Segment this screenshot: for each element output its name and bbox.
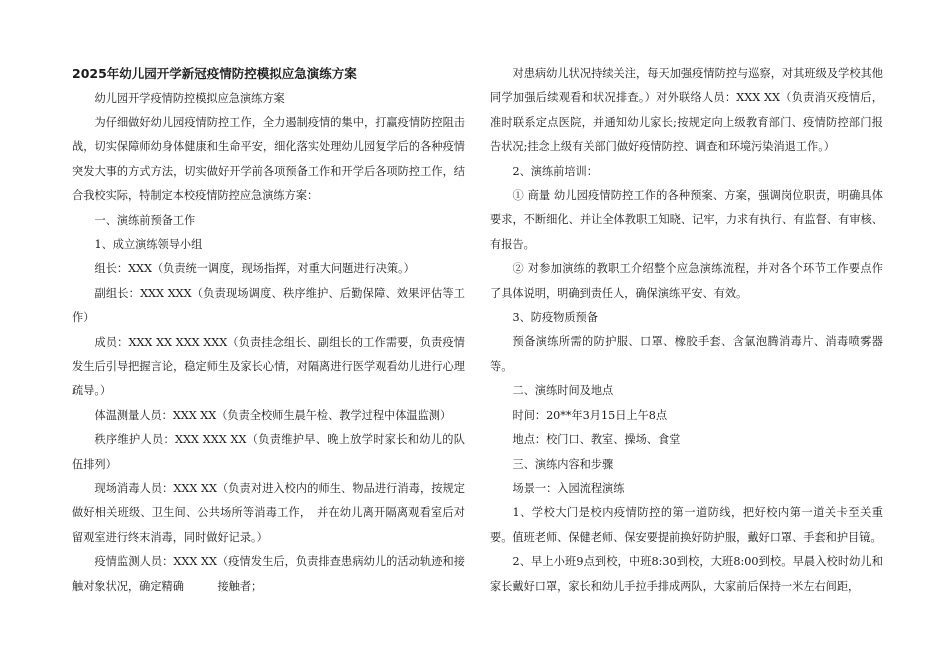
intro-paragraph: 为仔细做好幼儿园疫情防控工作，全力遏制疫情的集中，打赢疫情防控阻击战，切实保障师幼身体健康和生命平安，细化落实处理幼儿园复学后的各种疫情突发大事的方式方法，切实做好开学前各项预备工作和开学后各项防控工作，结合我校实际，特制定本校疫情防控应急演练方案：: [72, 115, 465, 203]
paragraph: 场景一：入园流程演练: [512, 481, 625, 495]
subtitle-paragraph: 幼儿园开学疫情防控模拟应急演练方案: [94, 91, 285, 105]
paragraph: 1、学校大门是校内疫情防控的第一道防线，把好校内第一道关卡至关重要。值班老师、保健老师、保安要提前换好防护服，戴好口罩、手套和护目镜。: [490, 506, 883, 544]
subsection-heading: 1、成立演练领导小组: [94, 237, 203, 251]
subsection-heading: 2、演练前培训：: [512, 164, 598, 178]
subsection-heading: 3、防疫物质预备: [512, 311, 598, 325]
paragraph: ② 对参加演练的教职工介绍整个应急演练流程，并对各个环节工作要点作了具体说明，明确到责任人，确保演练平安、有效。: [490, 262, 883, 300]
paragraph: 2、早上小班9点到校，中班8:30到校，大班8:00到校。早晨入校时幼儿和家长戴好口罩，家长和幼儿手拉手排成两队，大家前后保持一米左右间距，: [490, 555, 883, 593]
paragraph: 时间：20**年3月15日上午8点: [512, 408, 668, 422]
section-heading: 三、演练内容和步骤: [512, 457, 614, 471]
section-heading: 二、演练时间及地点: [512, 384, 614, 398]
paragraph: ① 商量 幼儿园疫情防控工作的各种预案、方案，强调岗位职责，明确具体要求，不断细化、并让全体教职工知晓、记牢，力求有执行、有监督、有审核、有报告。: [490, 189, 883, 251]
paragraph: 副组长：XXX XXX（负责现场调度、秩序维护、后勤保障、效果评估等工作）: [72, 286, 465, 325]
paragraph: 预备演练所需的防护服、口罩、橡胶手套、含氯泡腾消毒片、消毒喷雾器等。: [490, 335, 883, 373]
paragraph: 体温测量人员：XXX XX（负责全校师生晨午检、教学过程中体温监测）: [94, 408, 452, 422]
paragraph: 组长：XXX（负责统一调度，现场指挥，对重大问题进行决策。）: [94, 262, 415, 276]
left-column: [72, 62, 465, 599]
paragraph: 地点：校门口、教室、操场、食堂: [512, 433, 681, 447]
right-column: [490, 62, 883, 599]
paragraph: 秩序维护人员：XXX XXX XX（负责维护早、晚上放学时家长和幼儿的队伍排列）: [72, 433, 465, 471]
paragraph: 现场消毒人员：XXX XX（负责对进入校内的师生、物品进行消毒，按规定做好相关班级、卫生间、公共场所等消毒工作， 并在幼儿离开隔离观看室后对留观室进行终末消毒，同时做好记录。）: [72, 482, 465, 544]
paragraph: 疫情监测人员：XXX XX（疫情发生后，负责排查患病幼儿的活动轨迹和接触对象状况，确定精确 接触者；: [72, 555, 465, 593]
paragraph: 对患病幼儿状况持续关注，每天加强疫情防控与巡察，对其班级及学校其他同学加强后续观看和状况排查。）对外联络人员：XXX XX（负责消灭疫情后，准时联系定点医院，并通知幼儿家长;按规定向上级教育部门、疫情防控部门报告状况;挂念上级有关部门做好疫情防控、调查和环境污染消退工作。）: [490, 67, 883, 154]
paragraph: 成员：XXX XX XXX XXX（负责挂念组长、副组长的工作需要，负责疫情发生后引导把握言论，稳定师生及家长心情，对隔离进行医学观看幼儿进行心理疏导。）: [72, 335, 465, 398]
document-title: 2025年幼儿园开学新冠疫情防控模拟应急演练方案: [72, 66, 357, 81]
section-heading: 一、演练前预备工作: [94, 213, 196, 227]
